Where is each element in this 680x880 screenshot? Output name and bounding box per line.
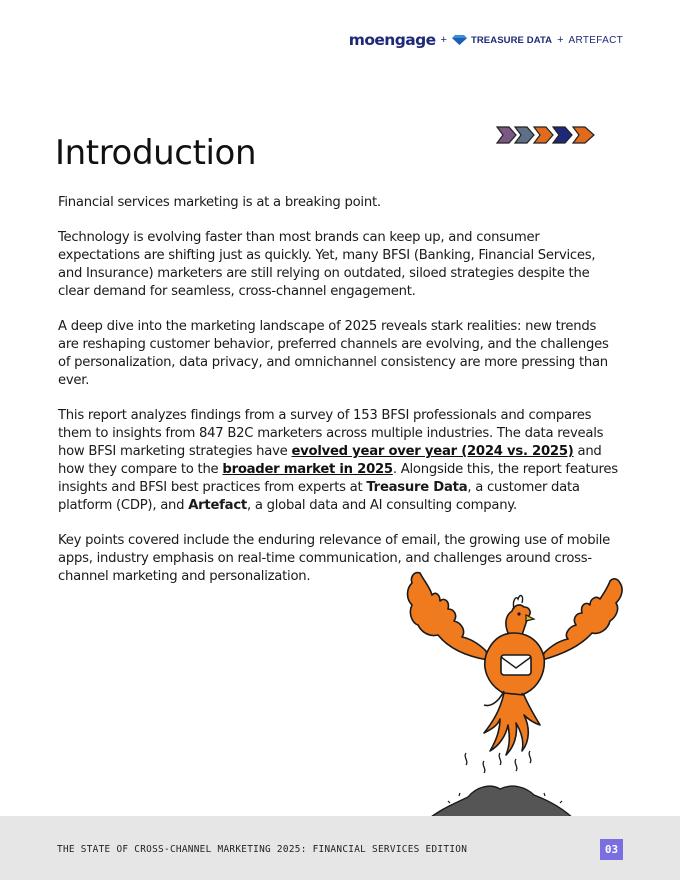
phoenix-eye [517, 612, 520, 615]
report-title-footer: THE STATE OF CROSS-CHANNEL MARKETING 2025: FINANCIAL SERVICES EDITION [57, 844, 468, 855]
artefact-mention: Artefact [188, 498, 247, 513]
chevron-arrow-5 [573, 127, 594, 143]
treasure-data-wordmark: TREASURE DATA [470, 34, 553, 46]
paragraph-5: Key points covered include the enduring relevance of email, the growing use of mobile apps, industry emphasis on real-time communication, and challenges around cross-channel marketing and personalization. [58, 533, 611, 584]
plus-separator: + [557, 34, 564, 46]
page-footer [0, 816, 680, 880]
text-span: and how they compare to the [58, 444, 602, 477]
chevron-arrows-decoration [495, 125, 599, 145]
treasure-data-mention: Treasure Data [366, 480, 468, 495]
paragraph-2: Technology is evolving faster than most brands can keep up, and consumer expectations are shifting just as quickly. Yet, many BFSI (Banking, Financial Services, and Insurance) marketers are still relying on outdated, siloed strategies despite the clear demand for seamless, cross-channel engagement. [58, 230, 596, 299]
diamond-icon [452, 35, 467, 45]
phoenix-beak [526, 615, 534, 621]
envelope-icon [501, 655, 531, 675]
text-span: This report analyzes findings from a survey of 153 BFSI professionals and compares them to insights from 847 B2C marketers across multiple industries. The data reveals how BFSI marketing strategies have [58, 408, 604, 459]
smoke-lines [465, 751, 531, 773]
phoenix-right-wing [542, 579, 622, 660]
text-span: , a customer data platform (CDP), and [58, 480, 580, 513]
chevron-arrow-4 [553, 127, 572, 143]
chevron-arrow-2 [515, 127, 534, 143]
chevron-arrow-1 [497, 127, 516, 143]
text-span: , a global data and AI consulting company. [246, 498, 517, 513]
body-text [58, 194, 618, 603]
partner-logos [349, 30, 623, 50]
text-span: . Alongside this, the report features insights and BFSI best practices from experts at [58, 462, 618, 495]
page-title: Introduction [55, 133, 257, 173]
paragraph-1: Financial services marketing is at a breaking point. [58, 195, 381, 210]
moengage-logo: moengage [348, 31, 436, 49]
paragraph-4 [58, 407, 618, 515]
link-yoy-comparison[interactable]: evolved year over year (2024 vs. 2025) [291, 444, 574, 459]
link-broader-market[interactable]: broader market in 2025 [222, 462, 393, 477]
treasure-data-logo [452, 35, 552, 46]
phoenix-illustration [400, 565, 630, 827]
phoenix-tail [484, 693, 540, 755]
page-number-badge: 03 [600, 839, 623, 860]
chevron-arrow-3 [534, 127, 553, 143]
paragraph-3: A deep dive into the marketing landscape of 2025 reveals stark realities: new trends are reshaping customer behavior, preferred channels are evolving, and the challenges of personalization, data privacy, and omnichannel consistency are more pressing than ever. [58, 319, 609, 388]
artefact-logo: ARTEFACT [568, 34, 623, 46]
plus-separator: + [440, 34, 447, 46]
phoenix-left-wing [408, 573, 489, 660]
